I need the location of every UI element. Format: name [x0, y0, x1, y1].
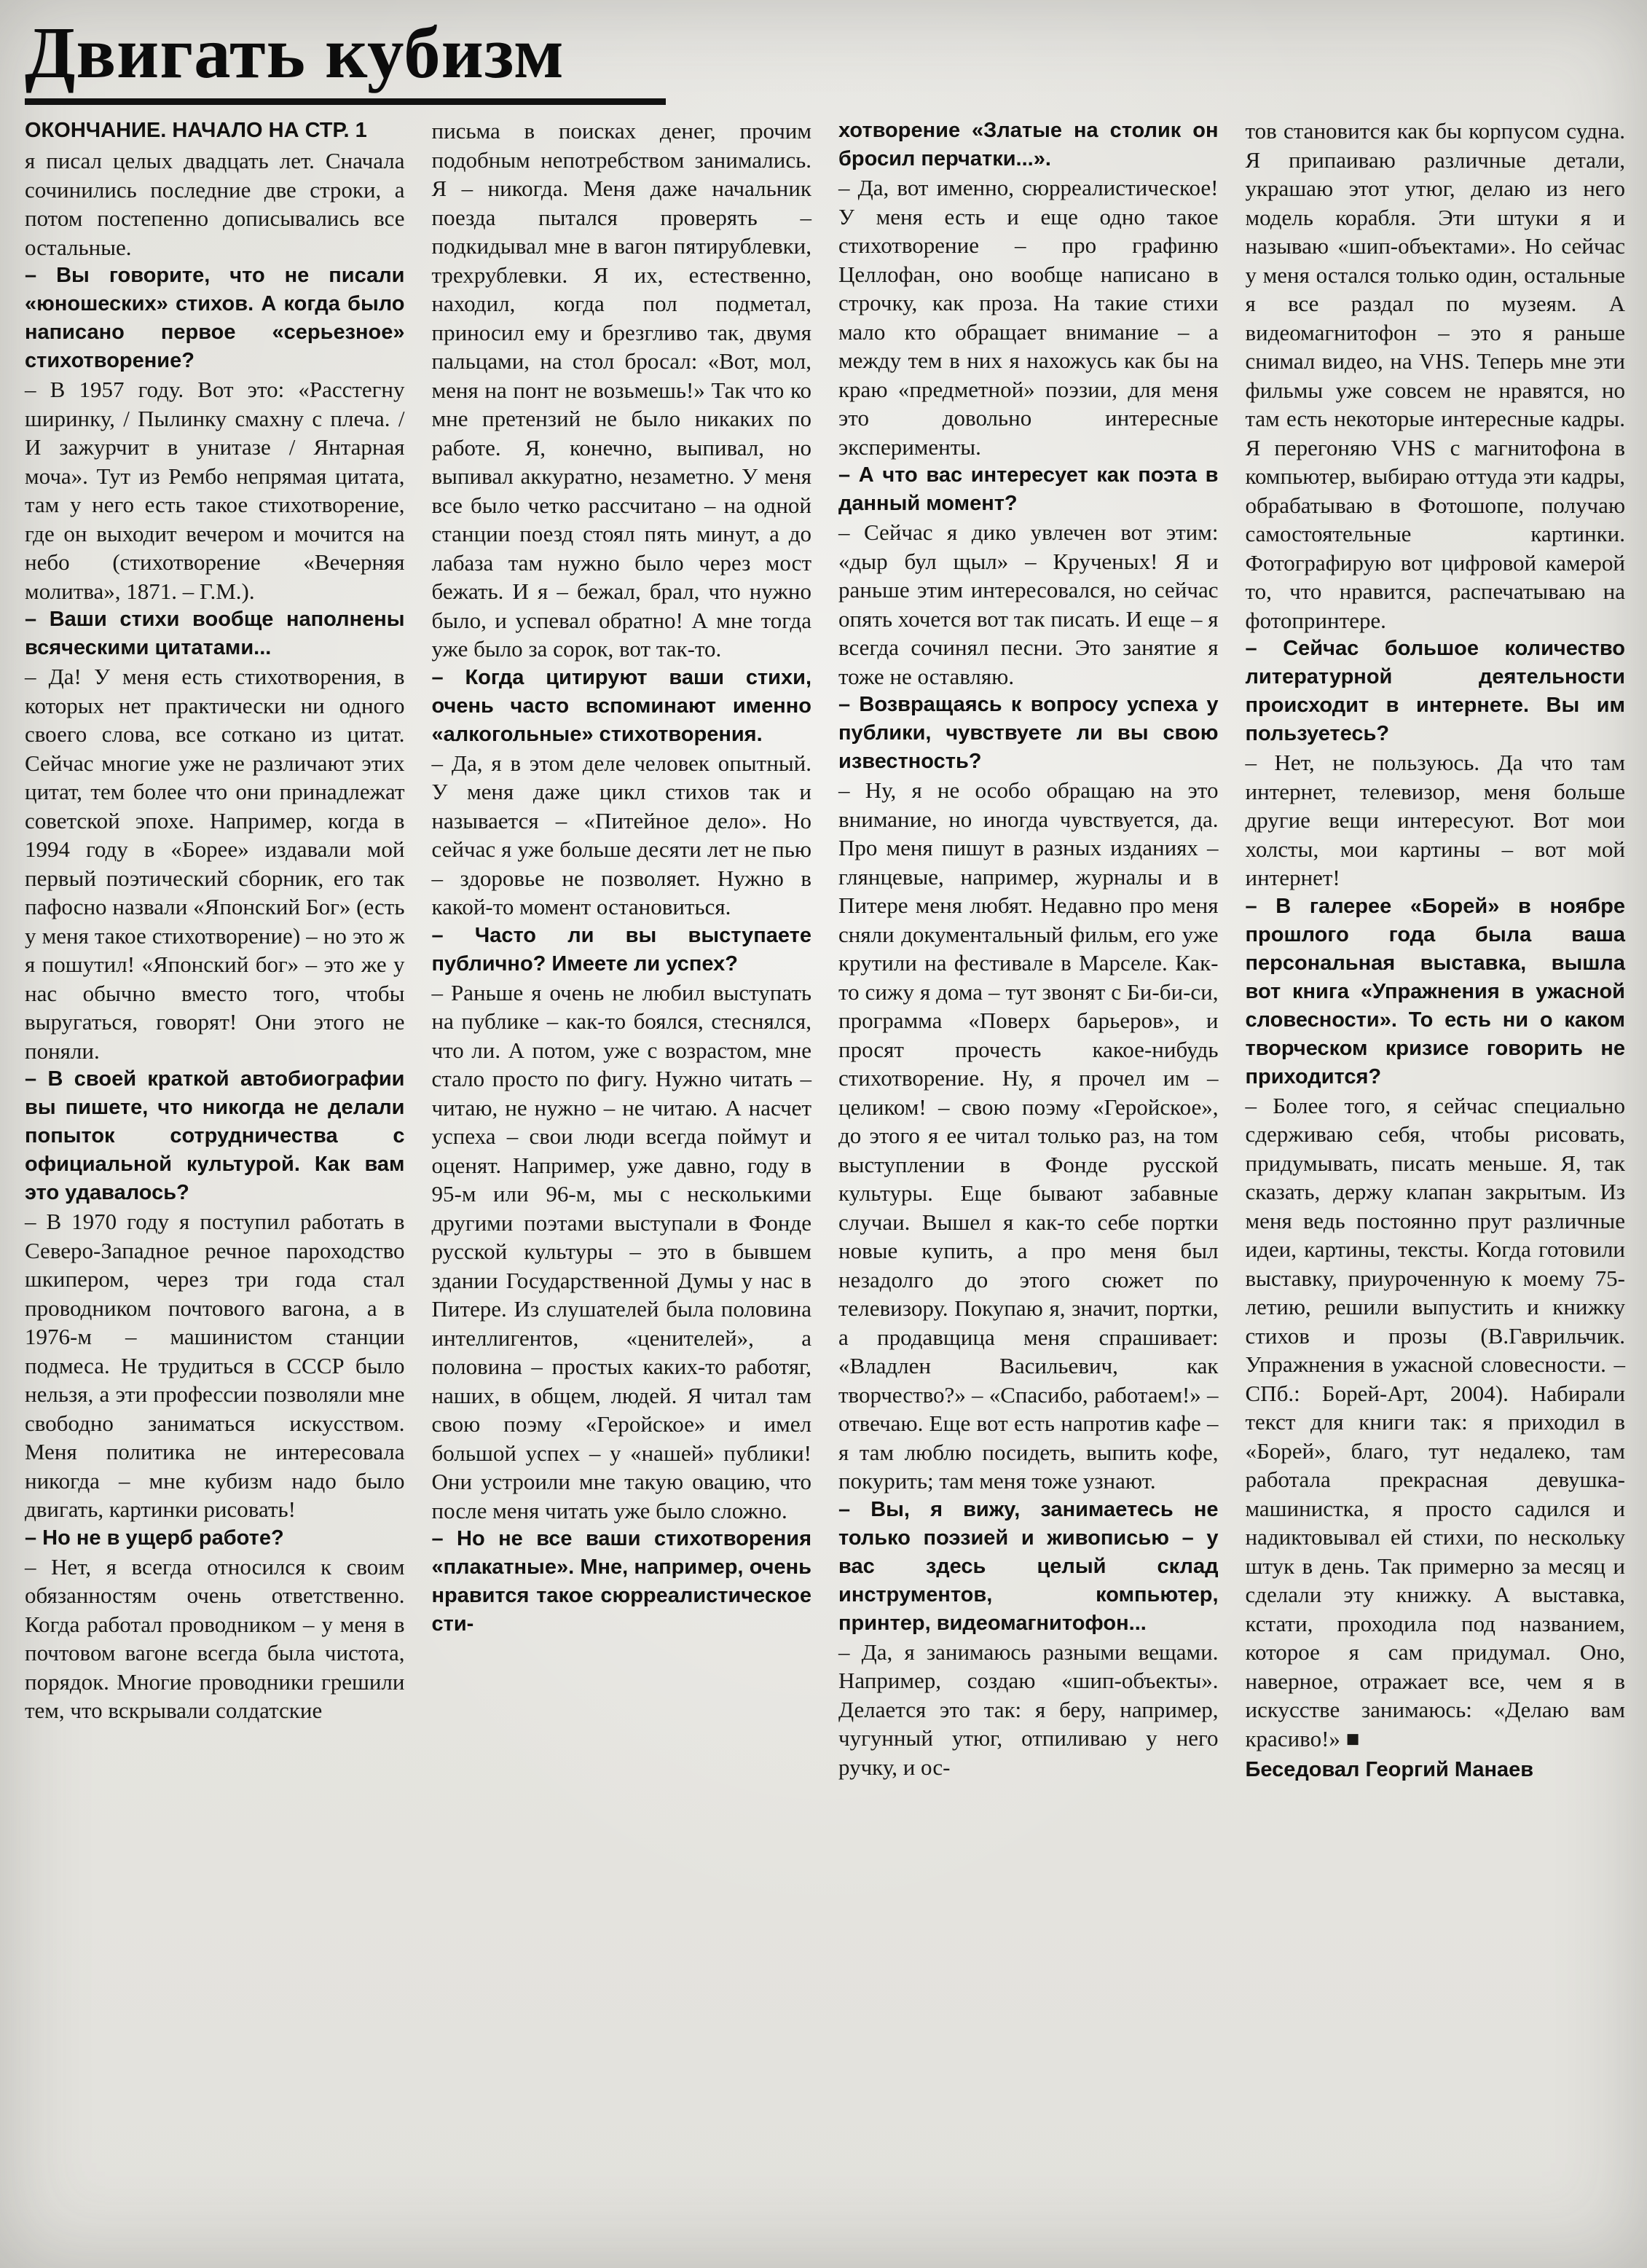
title-rule — [25, 98, 666, 105]
answer-continuation: тов становится как бы корпусом судна. Я припаиваю различные детали, украшаю этот утюг, делаю из него модель корабля. Эти штуки я и называю «шип-объектами». Но сейчас у меня остался только один, остальные я все раздал по музеям. А видеомагнитофон – это я раньше снимал видео, на VHS. Теперь мне эти фильмы уже совсем не нравятся, но там есть некоторые интересные кадры. Я перегоняю VHS с магнитофона в компьютер, выбираю оттуда эти кадры, обрабатываю в Фотошопе, получаю самостоятельные картинки. Фотографирую вот цифровой камерой то, что нравится, распечатываю на фотопринтере. — [1245, 118, 1625, 633]
column-1 — [25, 117, 405, 1784]
interview-question: – Когда цитируют ваши стихи, очень часто вспоминают именно «алкогольные» стихотворения. — [431, 665, 811, 746]
column-3 — [838, 117, 1219, 1784]
interview-question: – Ваши стихи вообще наполнены всяческими цитатами... — [25, 608, 405, 659]
interview-question: – Но не все ваши стихотворения «плакатные». Мне, например, очень нравится такое сюрреалистическое сти- — [431, 1527, 811, 1636]
interview-question: – В галерее «Борей» в ноябре прошлого года была ваша персональная выставка, вышла вот книга «Упражнения в ужасной словесности». То есть ни о каком творческом кризисе говорить не приходится? — [1245, 894, 1625, 1088]
column-4 — [1246, 117, 1626, 1784]
interview-question: – Возвращаясь к вопросу успеха у публики, чувствуете ли вы свою известность? — [838, 693, 1219, 773]
article-header — [25, 12, 1625, 105]
interview-question: – Сейчас большое количество литературной деятельности происходит в интернете. Вы им пользуетесь? — [1245, 637, 1625, 745]
interview-question: – Часто ли вы выступаете публично? Имеете ли успех? — [431, 923, 811, 976]
interview-question: – Вы, я вижу, занимаетесь не только поэзией и живописью – у вас здесь целый склад инструментов, компьютер, принтер, видеомагнитофон... — [838, 1497, 1219, 1635]
interview-answer: – Да, я занимаюсь разными вещами. Например, создаю «шип-объекты». Делается это так: я беру, например, чугунный утюг, отпиливаю у него ручку, и ос- — [838, 1639, 1219, 1780]
interview-question: – Вы говорите, что не писали «юношеских» стихов. А когда было написано первое «серьезное» стихотворение? — [25, 264, 405, 372]
interview-answer: – Нет, не пользуюсь. Да что там интернет, телевизор, меня больше другие вещи интересуют. Вот мои холсты, мои картины – вот мой интернет! — [1245, 750, 1625, 890]
article-title: Двигать кубизм — [25, 12, 565, 93]
column-2 — [432, 117, 812, 1784]
byline: Беседовал Георгий Манаев — [1245, 1758, 1534, 1781]
article-columns — [25, 117, 1625, 1784]
interview-question-continuation: хотворение «Златые на столик он бросил перчатки...». — [838, 119, 1219, 170]
continuation-kicker: ОКОНЧАНИЕ. НАЧАЛО НА СТР. 1 — [25, 119, 367, 142]
answer-continuation: письма в поисках денег, прочим подобным непотребством занимались. Я – никогда. Меня даже начальник поезда пытался проверять – подкидывал мне в вагон пятирублевки, трехрублевки. Я их, естественно, находил, когда пол подметал, приносил ему и брезгливо так, двумя пальцами, на стол бросал: «Вот, мол, меня на понт не возьмешь!» Так что ко мне претензий не было никаких по работе. Я, конечно, выпивал, но выпивал аккуратно, незаметно. У меня все было четко рассчитано – на одной станции поезд стоял пять минут, а до лабаза там нужно было через мост бежать. И я – бежал, брал, что нужно было, и успевал обратно! А мне тогда уже было за сорок, вот так-то. — [431, 118, 811, 662]
interview-question: – Но не в ущерб работе? — [25, 1526, 284, 1550]
interview-answer: – Да, я в этом деле человек опытный. У меня даже цикл стихов так и называется – «Питейное дело». Но сейчас я уже больше десяти лет не пью – здоровье не позволяет. Нужно в какой-то момент остановиться. — [431, 750, 811, 919]
interview-answer: – Да! У меня есть стихотворения, в которых нет практически ни одного своего слова, все соткано из цитат. Сейчас многие уже не различают этих цитат, тем более что они принадлежат советской эпохе. Например, когда в 1994 году в «Борее» издавали мой первый поэтический сборник, его так пафосно назвали «Японский Бог» (есть у меня такое стихотворение) – но это ж я пошутил! «Японский бог» – это же у нас обычно вместо того, чтобы выругаться, говорят! Они этого не поняли. — [25, 664, 405, 1064]
interview-answer: – Сейчас я дико увлечен вот этим: «дыр бул щыл» – Крученых! Я и раньше этим интересовался, но сейчас опять хочется вот так писать. И еще – я всегда сочинял песни. Это занятие я тоже не оставляю. — [838, 519, 1219, 689]
interview-answer: – В 1970 году я поступил работать в Северо-Западное речное пароходство шкипером, через три года стал проводником почтового вагона, а в 1976-м – машинистом станции подмеса. Не трудиться в СССР было нельзя, а эти профессии позволяли мне свободно заниматься искусством. Меня политика не интересовала никогда – мне кубизм надо было двигать, картинки рисовать! — [25, 1209, 405, 1522]
interview-answer: – Более того, я сейчас специально сдерживаю себя, чтобы рисовать, придумывать, писать меньше. Я, так сказать, держу клапан закрытым. Из меня ведь постоянно прут различные идеи, картины, тексты. Когда готовили выставку, приуроченную к моему 75-летию, решили выпустить и книжку стихов и прозы (В.Гаврильчик. Упражнения в ужасной словесности. – СПб.: Борей-Арт, 2004). Набирали текст для книги так: я приходил в «Борей», благо, тут недалеко, там работала прекрасная девушка-машинистка, я просто садился и надиктовывал ей стихи, по нескольку штук в день. Так примерно за месяц и сделали эту книжку. А выставка, кстати, проходила под названием, которое я сам придумал. Оно, наверное, отражает все, чем я в искусстве занимаюсь: «Делаю вам красиво!» ■ — [1245, 1092, 1625, 1751]
interview-answer: – Нет, я всегда относился к своим обязанностям очень ответственно. Когда работал проводником – у меня в почтовом вагоне всегда была чистота, порядок. Многие проводники грешили тем, что вскрывали солдатские — [25, 1553, 405, 1723]
answer-continuation: я писал целых двадцать лет. Сначала сочинились последние две строки, а потом постепенно дописывались все остальные. — [25, 148, 405, 260]
interview-answer: – В 1957 году. Вот это: «Расстегну ширинку, / Пылинку смахну с плеча. / И зажурчит в унитазе / Янтарная моча». Тут из Рембо непрямая цитата, там у него есть такое стихотворение, где он выходит вечером и мочится на небо (стихотворение «Вечерняя молитва», 1871. – Г.М.). — [25, 377, 405, 604]
interview-answer: – Да, вот именно, сюрреалистическое! У меня есть и еще одно такое стихотворение – про графиню Целлофан, оно вообще написано в строчку, как проза. На такие стихи мало кто обращает внимание – а между тем в них я нахожусь как бы на краю «предметной» поэзии, для меня это довольно интересные эксперименты. — [838, 175, 1219, 460]
interview-answer: – Ну, я не особо обращаю на это внимание, но иногда чувствуется, да. Про меня пишут в разных изданиях – глянцевые, например, журналы и в Питере меня любят. Недавно про меня сняли документальный фильм, его уже крутили на фестивале в Марселе. Как-то сижу я дома – тут звонят с Би-би-си, программа «Поверх барьеров», и просят прочесть какое-нибудь стихотворение. Ну, я прочел им – целиком! – свою поэму «Геройское», до этого я ее читал только раз, на том выступлении в Фонде русской культуры. Еще бывают забавные случаи. Вышел я как-то себе портки новые купить, а про меня был незадолго до этого сюжет по телевизору. Покупаю я, значит, портки, а продавщица меня спрашивает: «Владлен Васильевич, как творчество?» – «Спасибо, работаем!» – отвечаю. Еще вот есть напротив кафе – я там люблю посидеть, выпить кофе, покурить; там меня тоже узнают. — [838, 777, 1219, 1494]
interview-answer: – Раньше я очень не любил выступать на публике – как-то боялся, стеснялся, что ли. А потом, уже с возрастом, мне стало просто по фигу. Нужно читать – читаю, не нужно – не читаю. А насчет успеха – свои люди всегда поймут и оценят. Например, уже давно, году в 95-м или 96-м, мы с несколькими другими поэтами выступали в Фонде русской культуры – это в бывшем здании Государственной Думы у нас в Питере. Из слушателей была половина интеллигентов, «ценителей», а половина – простых каких-то работяг, наших, в общем, людей. Я читал там свою поэму «Геройское» и имел большой успех – у «нашей» публики! Они устроили мне такую овацию, что после меня читать уже было сложно. — [431, 979, 811, 1523]
interview-question: – А что вас интересует как поэта в данный момент? — [838, 463, 1219, 515]
interview-question: – В своей краткой автобиографии вы пишете, что никогда не делали попыток сотрудничества с официальной культурой. Как вам это удавалось? — [25, 1067, 405, 1204]
